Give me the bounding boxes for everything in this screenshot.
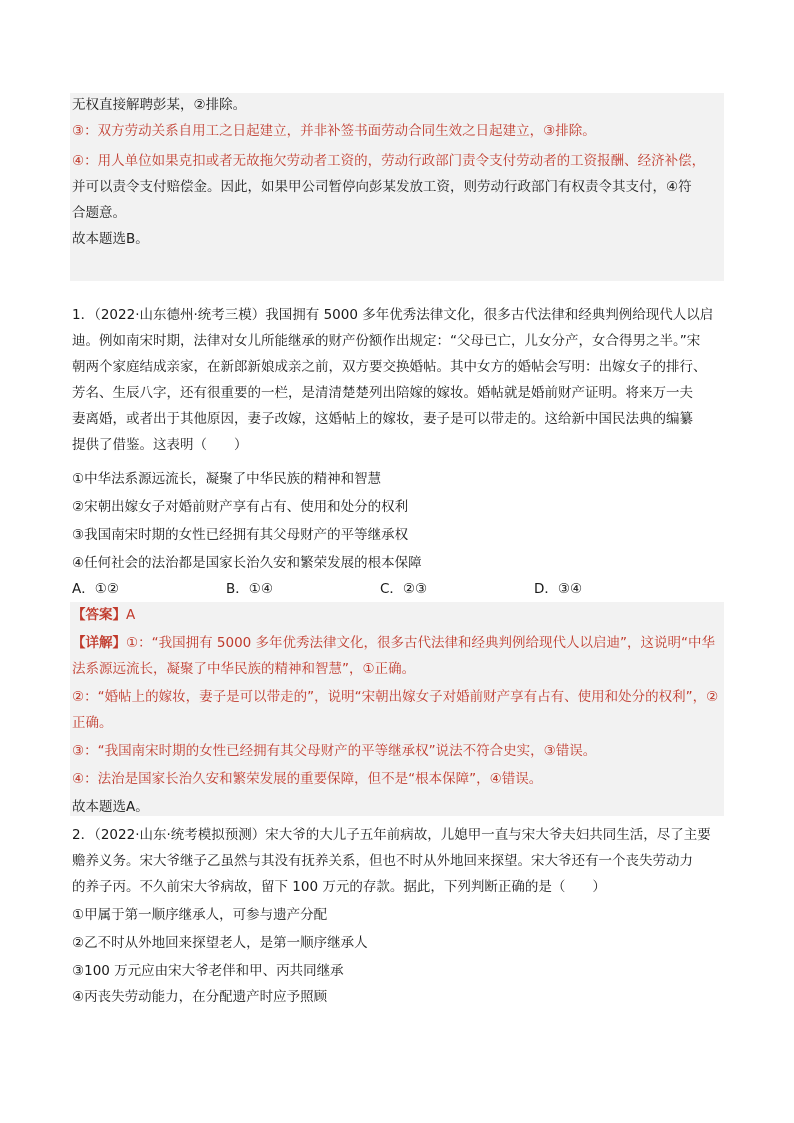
answer-line xyxy=(72,602,135,628)
question-1-stem: 1．（2022·山东德州·统考三模）我国拥有 5000 多年优秀法律文化，很多古代法律和经典判例给现代人以启 xyxy=(72,307,714,323)
explanation-tag: 【详解】 xyxy=(72,635,126,651)
answer-tag: 【答案】 xyxy=(72,607,126,623)
option-a: A．①② xyxy=(72,581,119,597)
statement-1: ①中华法系源远流长，凝聚了中华民族的精神和智慧 xyxy=(72,471,382,487)
statement-4: ④丙丧失劳动能力，在分配遗产时应予照顾 xyxy=(72,989,328,1005)
statement-2: ②乙不时从外地回来探望老人，是第一顺序继承人 xyxy=(72,935,368,951)
statement-4: ④任何社会的法治都是国家长治久安和繁荣发展的根本保障 xyxy=(72,555,422,571)
answer-value: A xyxy=(126,607,136,623)
question-1-stem: 提供了借鉴。这表明（ ） xyxy=(72,437,248,453)
explanation-line: ②：“婚帖上的嫁妆，妻子是可以带走的”，说明“宋朝出嫁女子对婚前财产享有占有、使用和处分的权利”，② xyxy=(72,689,719,705)
prev-explanation-line: 并可以责令支付赔偿金。因此，如果甲公司暂停向彭某发放工资，则劳动行政部门有权责令其支付，④符 xyxy=(72,179,692,195)
prev-explanation-line: 合题意。 xyxy=(72,205,126,221)
question-2-stem: 2．（2022·山东·统考模拟预测）宋大爷的大儿子五年前病故，儿媳甲一直与宋大爷夫妇共同生活，尽了主要 xyxy=(72,827,711,843)
statement-3: ③我国南宋时期的女性已经拥有其父母财产的平等继承权 xyxy=(72,527,409,543)
explanation-line: 【详解】①：“我国拥有 5000 多年优秀法律文化，很多古代法律和经典判例给现代人以启迪”，这说明“中华 xyxy=(72,635,716,651)
question-1-stem: 芳名、生辰八字，还有很重要的一栏，是清清楚楚列出陪嫁的嫁妆。婚帖就是婚前财产证明。将来万一夫 xyxy=(72,385,693,401)
statement-3: ③100 万元应由宋大爷老伴和甲、丙共同继承 xyxy=(72,963,344,979)
explanation-line: 法系源远流长，凝聚了中华民族的精神和智慧”，①正确。 xyxy=(72,661,416,677)
option-d: D．③④ xyxy=(534,581,583,597)
explanation-line: 正确。 xyxy=(72,715,113,731)
question-1-stem: 迪。例如南宋时期，法律对女儿所能继承的财产份额作出规定：“父母已亡，儿女分产，女合得男之半。”宋 xyxy=(72,333,701,349)
question-2-stem: 的养子丙。不久前宋大爷病故，留下 100 万元的存款。据此，下列判断正确的是（ ） xyxy=(72,879,606,895)
option-c: C．②③ xyxy=(380,581,428,597)
question-2-stem: 赡养义务。宋大爷继子乙虽然与其没有抚养关系，但也不时从外地回来探望。宋大爷还有一个丧失劳动力 xyxy=(72,853,693,869)
question-1-stem: 朝两个家庭结成亲家，在新郎新娘成亲之前，双方要交换婚帖。其中女方的婚帖会写明：出嫁女子的排行、 xyxy=(72,359,707,375)
explanation-line: ④：法治是国家长治久安和繁荣发展的重要保障，但不是“根本保障”，④错误。 xyxy=(72,771,543,787)
prev-explanation-line: 无权直接解聘彭某，②排除。 xyxy=(72,97,247,113)
statement-2: ②宋朝出嫁女子对婚前财产享有占有、使用和处分的权利 xyxy=(72,499,409,515)
statement-1: ①甲属于第一顺序继承人，可参与遗产分配 xyxy=(72,907,328,923)
prev-explanation-line: 故本题选B。 xyxy=(72,231,149,247)
prev-explanation-line: ③：双方劳动关系自用工之日起建立，并非补签书面劳动合同生效之日起建立，③排除。 xyxy=(72,123,596,139)
prev-explanation-line: ④：用人单位如果克扣或者无故拖欠劳动者工资的，劳动行政部门责令支付劳动者的工资报酬、经济补偿， xyxy=(72,153,706,169)
option-b: B．①④ xyxy=(226,581,273,597)
question-1-stem: 妻离婚，或者出于其他原因，妻子改嫁，这婚帖上的嫁妆，妻子是可以带走的。这给新中国民法典的编纂 xyxy=(72,411,693,427)
explanation-line: 故本题选A。 xyxy=(72,799,149,815)
explanation-line: ③：“我国南宋时期的女性已经拥有其父母财产的平等继承权”说法不符合史实，③错误。 xyxy=(72,743,597,759)
